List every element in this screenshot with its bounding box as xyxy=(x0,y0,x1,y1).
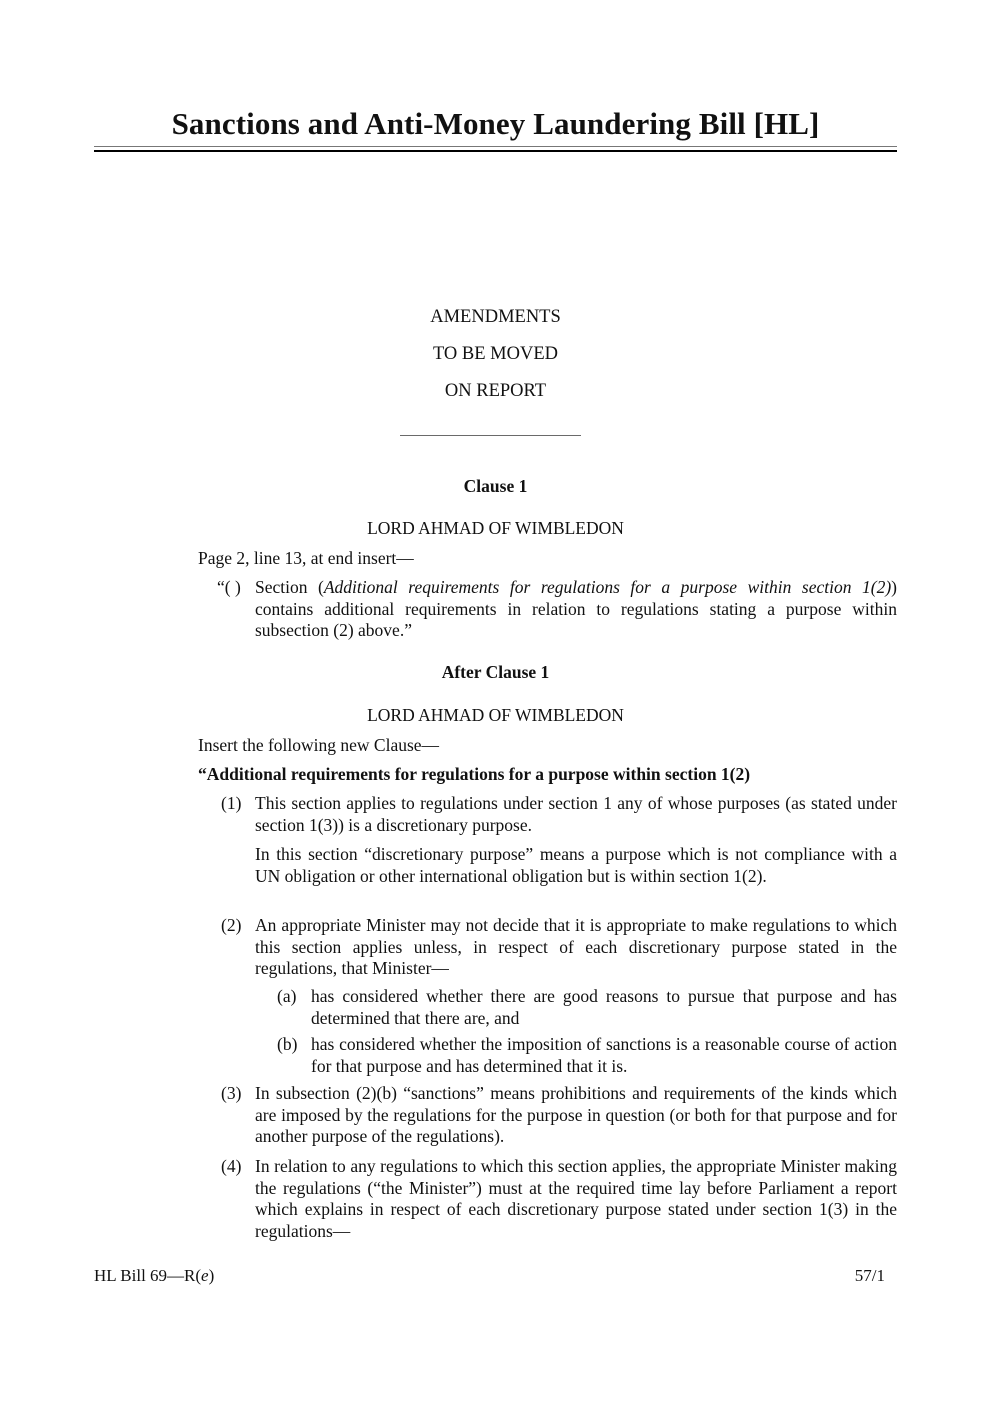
clause-heading-1: Clause 1 xyxy=(463,476,528,496)
subsection-2-marker: (2) xyxy=(221,915,242,935)
heading-line-1: AMENDMENTS xyxy=(430,307,561,327)
subsection-1-text: This section applies to regulations under section 1 any of whose purposes (as stated under section 1(3)) is a discretionary purpose. xyxy=(255,793,897,835)
bill-reference-suffix: ) xyxy=(208,1266,215,1285)
inserted-text-1 xyxy=(217,577,897,643)
paragraph-2a xyxy=(277,986,897,1030)
inserted-text-italic-title: Additional requirements for regulations for a purpose within section 1(2) xyxy=(323,577,892,597)
paragraph-2b xyxy=(277,1034,897,1078)
subsection-3-marker: (3) xyxy=(221,1083,242,1103)
title-rule-thick xyxy=(94,150,897,152)
paragraph-2b-text: has considered whether the imposition of sanctions is a reasonable course of action for that purpose and has determined that it is. xyxy=(311,1034,897,1076)
bill-reference-italic: e xyxy=(201,1266,209,1285)
paragraph-2b-marker: (b) xyxy=(277,1034,298,1054)
amendment-instruction-1: Page 2, line 13, at end insert— xyxy=(198,548,414,568)
subsection-4 xyxy=(221,1156,897,1244)
subsection-1-body xyxy=(255,793,897,887)
subsection-3-text: In subsection (2)(b) “sanctions” means prohibitions and requirements of the kinds which are imposed by the regulations for the purpose in question (or both for that purpose and for another purpose of the regulations). xyxy=(255,1083,897,1146)
bill-reference xyxy=(94,1265,214,1286)
subsection-2-body xyxy=(255,915,897,980)
subsection-3 xyxy=(221,1083,897,1149)
subsection-3-body xyxy=(255,1083,897,1148)
mover-name-2: LORD AHMAD OF WIMBLEDON xyxy=(367,705,624,725)
subsection-4-marker: (4) xyxy=(221,1156,242,1176)
subsection-1 xyxy=(221,793,897,908)
paragraph-2b-body xyxy=(311,1034,897,1077)
mover-name-1: LORD AHMAD OF WIMBLEDON xyxy=(367,518,624,538)
inserted-text-marker: “( ) xyxy=(217,577,241,597)
paragraph-2a-text: has considered whether there are good reasons to pursue that purpose and has determined that there are, and xyxy=(311,986,897,1028)
heading-separator-rule xyxy=(400,435,581,436)
heading-line-3: ON REPORT xyxy=(444,381,547,401)
inserted-text-suffix: ) contains additional requirements in relation to regulations stating a purpose within subsection (2) above.” xyxy=(255,577,897,640)
inserted-text-prefix: Section ( xyxy=(255,577,324,597)
subsection-2-text: An appropriate Minister may not decide that it is appropriate to make regulations to which this section applies unless, in respect of each discretionary purpose stated in the regulations, that Minister— xyxy=(255,915,897,978)
subsection-1-marker: (1) xyxy=(221,793,242,813)
paragraph-2a-body xyxy=(311,986,897,1029)
inserted-text-body xyxy=(255,577,897,642)
amendment-instruction-2: Insert the following new Clause— xyxy=(198,735,440,755)
heading-line-2: TO BE MOVED xyxy=(432,344,559,364)
paragraph-2a-marker: (a) xyxy=(277,986,297,1006)
subsection-1-continuation: In this section “discretionary purpose” means a purpose which is not compliance with a UN obligation or other international obligation but is within section 1(2). xyxy=(255,844,897,886)
clause-heading-2: After Clause 1 xyxy=(441,662,550,682)
subsection-4-body xyxy=(255,1156,897,1242)
document-title: Sanctions and Anti-Money Laundering Bill [HL] xyxy=(171,106,820,141)
page-reference: 57/1 xyxy=(854,1266,885,1285)
subsection-4-text: In relation to any regulations to which this section applies, the appropriate Minister making the regulations (“the Minister”) must at the required time lay before Parliament a report which explains in respect of each discretionary purpose stated under section 1(3) in the regulations— xyxy=(255,1156,897,1241)
title-rule-thin xyxy=(94,146,897,147)
bill-reference-prefix: HL Bill 69—R( xyxy=(94,1266,202,1285)
new-clause-title: “Additional requirements for regulations for a purpose within section 1(2) xyxy=(198,764,751,784)
